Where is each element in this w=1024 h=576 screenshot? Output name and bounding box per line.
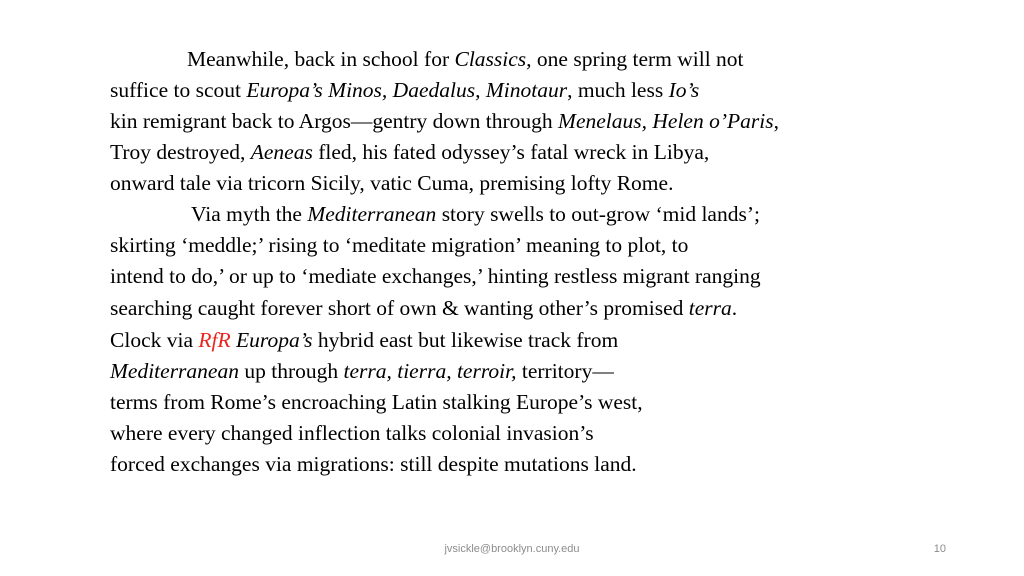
poem-line-14 [110, 449, 1000, 480]
poem-line-3 [110, 106, 1000, 137]
poem-line-1 [110, 44, 1000, 75]
text-italic: Menelaus, Helen o’Paris [558, 109, 774, 133]
poem-line-2 [110, 75, 1000, 106]
text-italic: Classics, [454, 47, 532, 71]
poem-line-8 [110, 261, 1000, 292]
text: fled, his fated odyssey’s fatal wreck in Libya, [312, 140, 710, 164]
text: kin remigrant back to Argos—gentry down through [110, 109, 559, 133]
text: onward tale via tricorn Sicily, vatic Cuma, premising lofty Rome. [110, 171, 674, 195]
text-italic: terra, tierra, terroir, [343, 359, 517, 383]
text-italic: Europa’s Minos, Daedalus, Minotaur [246, 78, 568, 102]
text-italic: Mediterranean [110, 359, 239, 383]
poem-line-9 [110, 292, 1000, 324]
text-italic: Europa’s [236, 328, 313, 352]
rfr-highlight: RfR [198, 328, 231, 352]
poem-line-10 [110, 324, 1000, 356]
text: terms from Rome’s encroaching Latin stalking Europe’s west, [110, 390, 643, 414]
poem-line-4 [110, 137, 1000, 168]
text: searching caught forever short of own & wanting other’s promised [110, 296, 689, 320]
text: skirting ‘meddle;’ rising to ‘meditate migration’ meaning to plot, to [110, 233, 689, 257]
text: story swells to out-grow ‘mid lands’; [436, 202, 760, 226]
text: territory— [516, 359, 614, 383]
text-italic: Mediterranean [307, 202, 437, 226]
poem-line-11 [110, 356, 1000, 387]
text: where every changed inflection talks colonial invasion’s [110, 421, 594, 445]
text-italic: Aeneas [250, 140, 313, 164]
footer-email: jvsickle@brooklyn.cuny.edu [444, 543, 580, 555]
text: Meanwhile, back in school for [187, 47, 455, 71]
text: up through [238, 359, 344, 383]
text: . [731, 296, 738, 320]
text: , much less [567, 78, 669, 102]
page-number: 10 [933, 543, 946, 555]
text: Clock via [110, 328, 199, 352]
text: Troy destroyed, [110, 140, 251, 164]
text: Via myth the [191, 202, 308, 226]
text: intend to do,’ or up to ‘mediate exchanges,’ hinting restless migrant ranging [110, 264, 761, 288]
poem-line-13 [110, 418, 1000, 449]
text: forced exchanges via migrations: still despite mutations land. [110, 452, 637, 476]
poem-body [110, 44, 1000, 480]
text: , [773, 109, 779, 133]
text: hybrid east but likewise track from [312, 328, 619, 352]
text: suffice to scout [110, 78, 247, 102]
poem-line-12 [110, 387, 1000, 418]
text-italic: Io’s [668, 78, 700, 102]
poem-line-5 [110, 168, 1000, 199]
text-italic: terra [688, 296, 732, 320]
poem-line-7 [110, 230, 1000, 261]
poem-line-6 [110, 199, 1000, 230]
text: one spring term will not [531, 47, 744, 71]
